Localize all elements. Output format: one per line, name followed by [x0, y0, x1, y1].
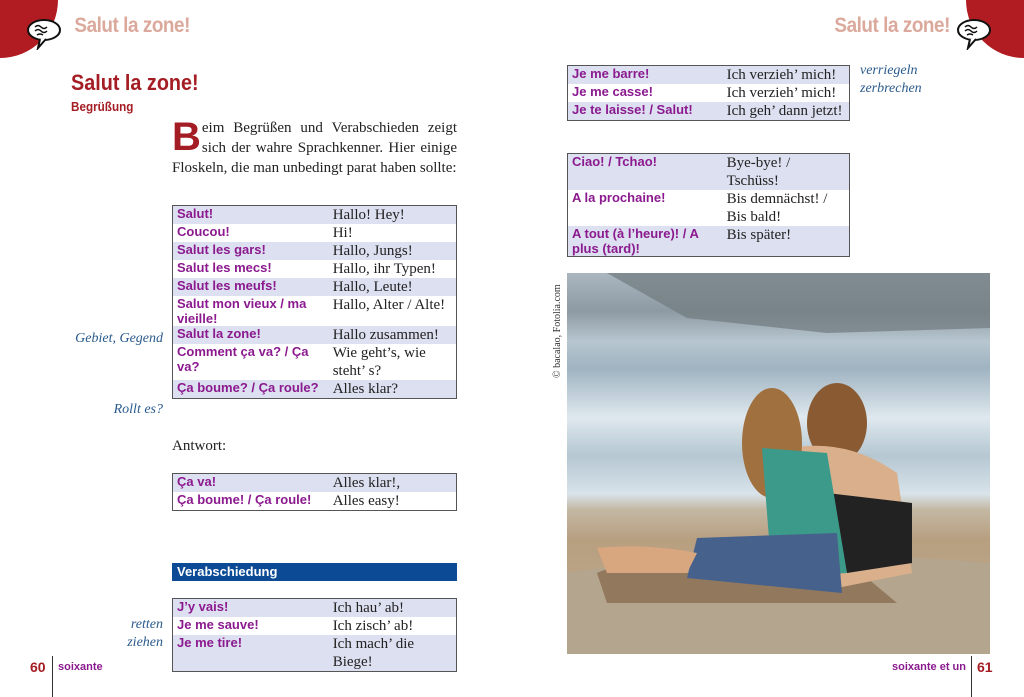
running-head-right: Salut la zone!	[834, 14, 950, 37]
drop-cap: B	[172, 115, 201, 159]
german-translation: Hi!	[332, 225, 353, 241]
table-row	[173, 344, 457, 380]
french-phrase: Salut les meufs!	[177, 278, 277, 293]
table-row	[568, 84, 850, 102]
phrase-table-leaving	[567, 65, 850, 121]
french-phrase: Ça boume! / Ça roule!	[177, 492, 312, 507]
gloss-gebiet: Gebiet, Gegend	[75, 331, 163, 346]
page-title: Salut la zone!	[71, 70, 199, 95]
table-row	[173, 635, 457, 672]
french-phrase: Je te laisse! / Salut!	[572, 102, 693, 117]
french-phrase: Ça boume? / Ça roule?	[177, 380, 319, 395]
phrase-table-greetings	[172, 205, 457, 399]
table-row	[173, 242, 457, 260]
german-translation: Alles klar!,	[332, 475, 401, 491]
table-row	[173, 224, 457, 242]
beach-photo	[567, 273, 990, 654]
divider-line	[971, 656, 972, 697]
german-translation: Alles easy!	[332, 493, 400, 509]
french-phrase: Salut les mecs!	[177, 260, 272, 275]
table-row	[568, 66, 850, 85]
page-word-left: soixante	[58, 661, 103, 673]
german-translation: Hallo, Alter / Alte!	[332, 297, 446, 313]
phrase-table-farewell	[172, 598, 457, 672]
french-phrase: Salut les gars!	[177, 242, 266, 257]
two-girls-on-beach-image	[567, 273, 990, 654]
intro-text: eim Begrüßen und Verabschieden zeigt sich der wahre Sprachkenner. Hier einige Floskeln, die man unbedingt parat haben sollte:	[172, 120, 457, 176]
french-phrase: A la prochaine!	[572, 190, 666, 205]
german-translation: Wie geht’s, wie steht’ s?	[332, 345, 426, 379]
table-row	[173, 326, 457, 344]
german-translation: Ich mach’ die Biege!	[332, 636, 415, 670]
gloss-rollt: Rollt es?	[113, 402, 163, 417]
german-translation: Ich hau’ ab!	[332, 600, 405, 616]
divider-line	[52, 656, 53, 697]
french-phrase: Salut!	[177, 206, 214, 221]
german-translation: Bye-bye! / Tschüss!	[726, 155, 791, 189]
page-number-right: 61	[977, 659, 993, 675]
table-row	[173, 206, 457, 225]
french-phrase: Comment ça va? / Ça va?	[177, 344, 309, 374]
german-translation: Ich zisch’ ab!	[332, 618, 414, 634]
french-phrase: Salut mon vieux / ma vieille!	[177, 296, 307, 326]
section-bar-farewell: Verabschiedung	[172, 563, 457, 581]
table-row	[173, 474, 457, 493]
french-phrase: Salut la zone!	[177, 326, 261, 341]
table-row	[173, 617, 457, 635]
german-translation: Hallo, Jungs!	[332, 243, 413, 259]
german-translation: Hallo, Leute!	[332, 279, 413, 295]
table-row	[173, 296, 457, 326]
table-row	[173, 492, 457, 511]
german-translation: Ich verzieh’ mich!	[726, 67, 837, 83]
table-row	[568, 226, 850, 257]
running-head-left: Salut la zone!	[74, 14, 190, 37]
table-row	[173, 599, 457, 618]
german-translation: Hallo, ihr Typen!	[332, 261, 436, 277]
gloss-ziehen: ziehen	[127, 635, 163, 650]
german-translation: Bis demnächst! / Bis bald!	[726, 191, 828, 225]
french-phrase: Ça va!	[177, 474, 217, 489]
french-phrase: Coucou!	[177, 224, 230, 239]
gloss-verriegeln: verriegeln	[860, 63, 918, 78]
section-subtitle: Begrüßung	[71, 99, 134, 114]
intro-paragraph	[172, 115, 457, 178]
french-phrase: Je me casse!	[572, 84, 653, 99]
gloss-retten: retten	[130, 617, 163, 632]
speech-bubble-icon	[24, 16, 62, 50]
table-row	[173, 380, 457, 399]
table-row	[568, 190, 850, 226]
speech-bubble-icon	[954, 16, 992, 50]
german-translation: Hallo zusammen!	[332, 327, 439, 343]
phrase-table-answers	[172, 473, 457, 511]
answer-label: Antwort:	[172, 438, 227, 454]
page-number-left: 60	[30, 659, 46, 675]
table-row	[568, 102, 850, 121]
german-translation: Hallo! Hey!	[332, 207, 405, 223]
page-word-right: soixante et un	[892, 661, 966, 673]
french-phrase: A tout (à l’heure)! / A plus (tard)!	[572, 226, 699, 256]
french-phrase: Ciao! / Tchao!	[572, 154, 657, 169]
german-translation: Alles klar?	[332, 381, 399, 397]
french-phrase: Je me tire!	[177, 635, 243, 650]
table-row	[173, 260, 457, 278]
german-translation: Ich geh’ dann jetzt!	[726, 103, 843, 119]
french-phrase: Je me sauve!	[177, 617, 259, 632]
german-translation: Ich verzieh’ mich!	[726, 85, 837, 101]
german-translation: Bis später!	[726, 227, 792, 243]
table-row	[568, 154, 850, 191]
gloss-zerbrechen: zerbrechen	[860, 81, 922, 96]
french-phrase: Je me barre!	[572, 66, 650, 81]
phrase-table-goodbye	[567, 153, 850, 257]
photo-credit: © bacalao, Fotolia.com	[552, 284, 563, 378]
table-row	[173, 278, 457, 296]
french-phrase: J’y vais!	[177, 599, 229, 614]
